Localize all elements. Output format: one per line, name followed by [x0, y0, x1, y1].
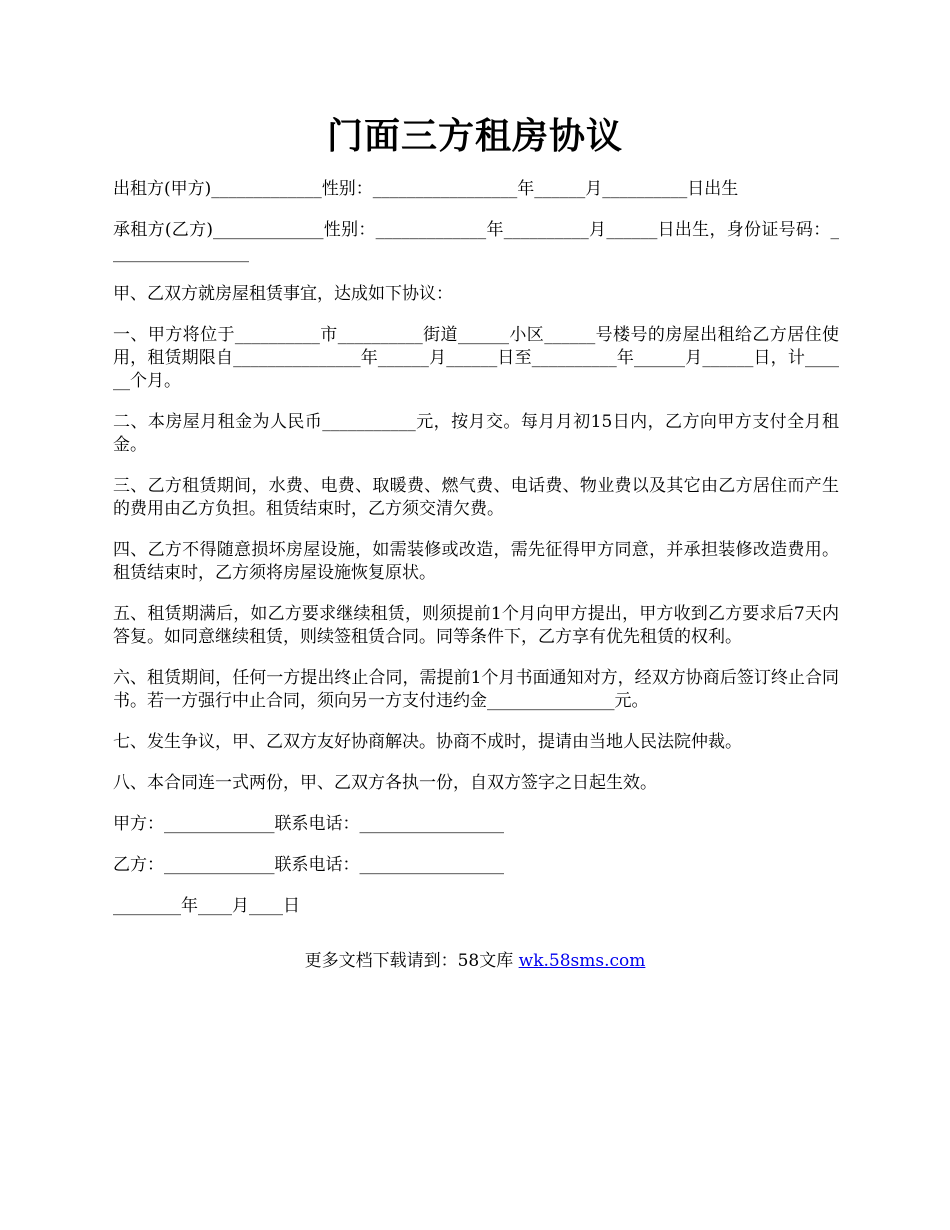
paragraph-clause-8: 八、本合同连一式两份，甲、乙双方各执一份，自双方签字之日起生效。	[113, 773, 657, 793]
paragraph-agreement-intro: 甲、乙双方就房屋租赁事宜，达成如下协议：	[113, 284, 453, 304]
download-footer	[0, 950, 950, 973]
paragraph-clause-1: 一、甲方将位于__________市__________街道______小区______号楼号的房屋出租给乙方居住使用，租赁期限自_______________年______月______日至__________年______月______日，计______个月。	[113, 325, 839, 391]
document-title: 门面三方租房协议	[326, 115, 623, 157]
document-body	[113, 178, 839, 936]
paragraph-clause-6: 六、租赁期间，任何一方提出终止合同，需提前1个月书面通知对方，经双方协商后签订终止合同书。若一方强行中止合同，须向另一方支付违约金_______________元。	[113, 668, 839, 711]
paragraph-clause-4: 四、乙方不得随意损坏房屋设施，如需装修或改造，需先征得甲方同意，并承担装修改造费用。租赁结束时，乙方须将房屋设施恢复原状。	[113, 540, 839, 583]
footer-text: 更多文档下载请到：58文库	[304, 951, 519, 971]
signature-party-b: 乙方：_____________联系电话：_________________	[113, 855, 504, 875]
footer-link[interactable]: wk.58sms.com	[518, 951, 646, 971]
signature-date: ________年____月____日	[113, 896, 300, 916]
paragraph-clause-7: 七、发生争议，甲、乙双方友好协商解决。协商不成时，提请由当地人民法院仲裁。	[113, 732, 742, 752]
paragraph-clause-3: 三、乙方租赁期间，水费、电费、取暖费、燃气费、电话费、物业费以及其它由乙方居住而产生的费用由乙方负担。租赁结束时，乙方须交清欠费。	[113, 476, 839, 519]
paragraph-lessee-info: 承租方(乙方)_____________性别：_____________年__________月______日出生，身份证号码：_________________	[113, 220, 839, 263]
paragraph-clause-5: 五、租赁期满后，如乙方要求继续租赁，则须提前1个月向甲方提出，甲方收到乙方要求后7天内答复。如同意继续租赁，则续签租赁合同。同等条件下，乙方享有优先租赁的权利。	[113, 604, 839, 647]
paragraph-lessor-info: 出租方(甲方)_____________性别：_________________年______月__________日出生	[113, 179, 739, 199]
signature-party-a: 甲方：_____________联系电话：_________________	[113, 814, 504, 834]
paragraph-clause-2: 二、本房屋月租金为人民币___________元，按月交。每月月初15日内，乙方向甲方支付全月租金。	[113, 412, 839, 455]
